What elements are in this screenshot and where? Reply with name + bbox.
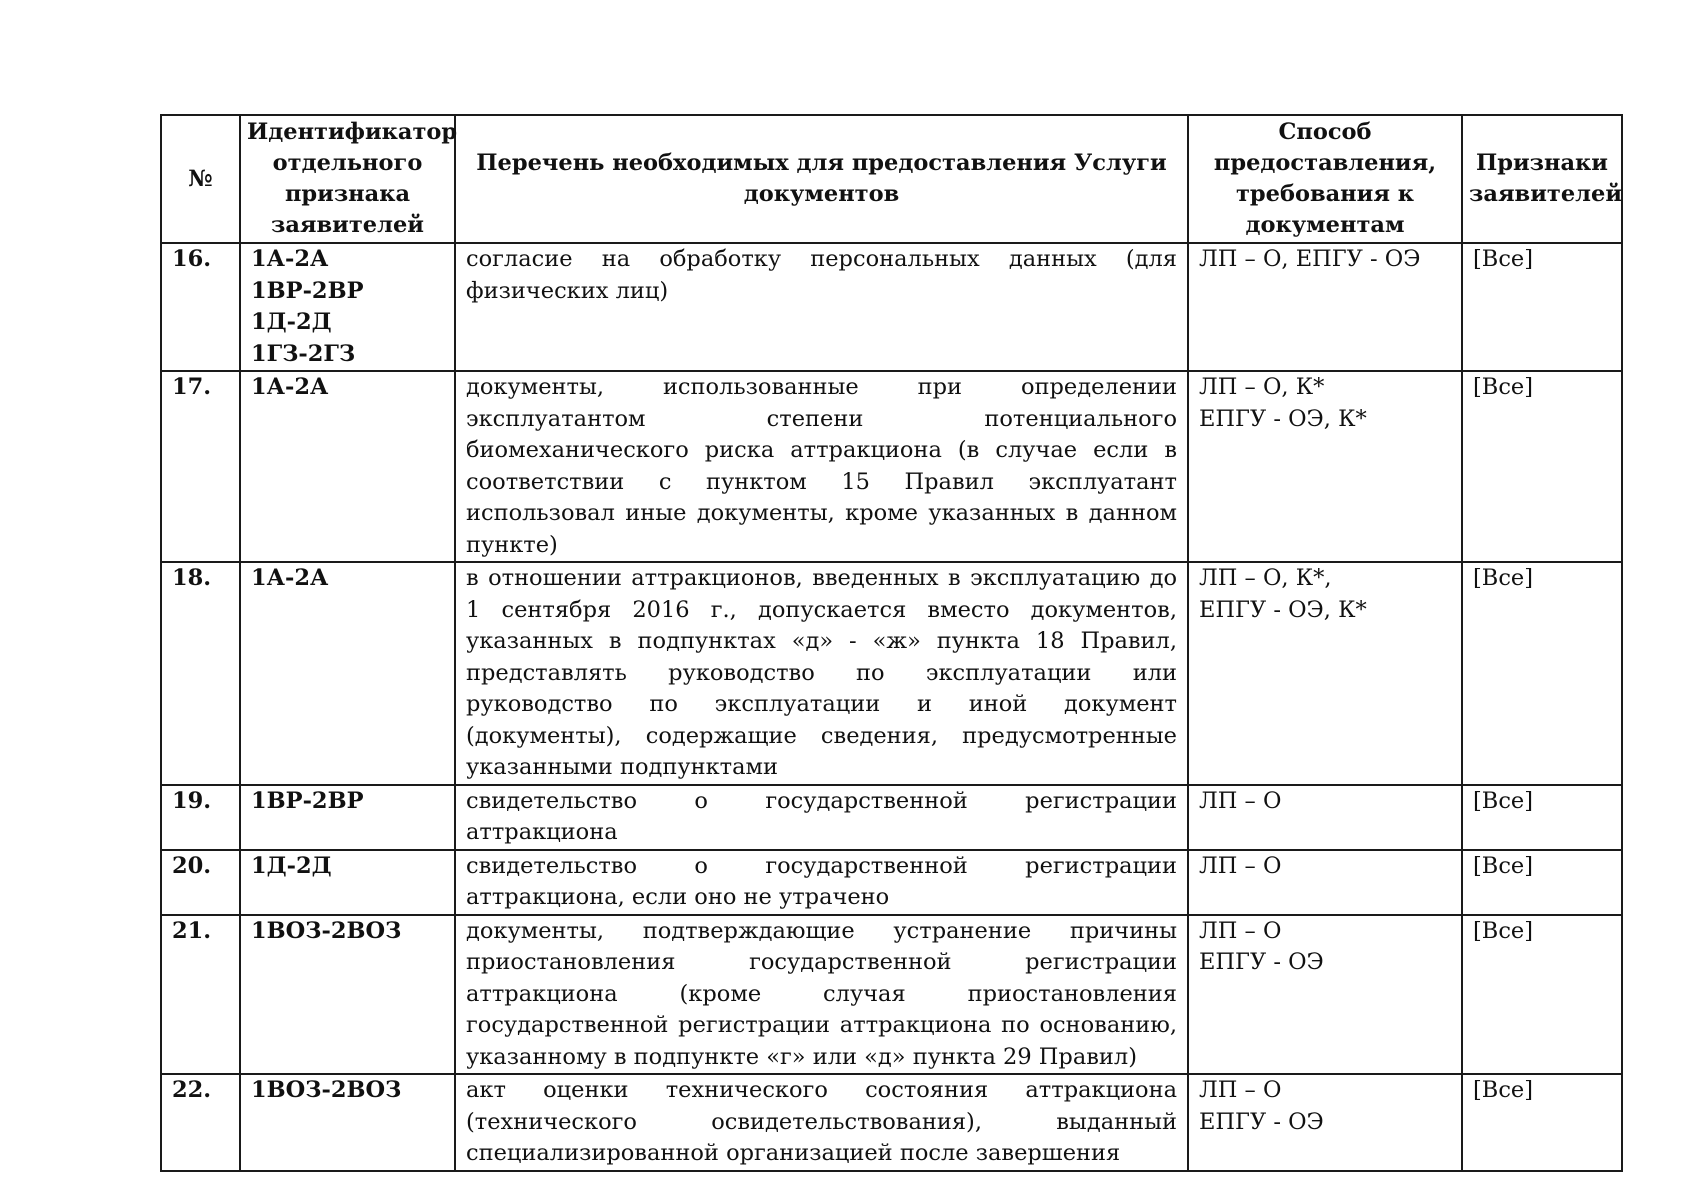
row-number: 20. bbox=[161, 850, 240, 915]
method-line: ЛП – О bbox=[1199, 1077, 1282, 1103]
row-identifiers bbox=[240, 785, 455, 850]
header-method: Способ предоставления, требования к документам bbox=[1188, 115, 1462, 243]
row-documents: документы, подтверждающие устранение причины приостановления государственной регистрации аттракциона (кроме случая приостановления государственной регистрации аттракциона по основанию, указанному в подпункте «г» или «д» пункта 29 Правил) bbox=[455, 915, 1188, 1075]
table-row bbox=[161, 785, 1622, 850]
table-row bbox=[161, 850, 1622, 915]
row-number: 17. bbox=[161, 371, 240, 562]
identifier-code: 1Д-2Д bbox=[251, 852, 332, 879]
header-documents: Перечень необходимых для предоставления Услуги документов bbox=[455, 115, 1188, 243]
row-identifiers bbox=[240, 1074, 455, 1171]
method-line: ЛП – О, К* bbox=[1199, 374, 1325, 400]
row-documents: в отношении аттракционов, введенных в эксплуатацию до 1 сентября 2016 г., допускается вместо документов, указанных в подпунктах «д» - «ж» пункта 18 Правил, представлять руководство по эксплуатации или руководство по эксплуатации и иной документ (документы), содержащие сведения, предусмотренные указанными подпунктами bbox=[455, 562, 1188, 785]
row-identifiers bbox=[240, 371, 455, 562]
row-signs: [Все] bbox=[1462, 562, 1622, 785]
method-line: ЛП – О bbox=[1199, 917, 1282, 944]
row-identifiers bbox=[240, 915, 455, 1075]
row-documents: свидетельство о государственной регистрации аттракциона bbox=[455, 785, 1188, 850]
row-method bbox=[1188, 243, 1462, 371]
row-number: 19. bbox=[161, 785, 240, 850]
table-row bbox=[161, 1074, 1622, 1171]
row-signs: [Все] bbox=[1462, 243, 1622, 371]
method-line: ЛП – О bbox=[1199, 787, 1282, 814]
row-documents: согласие на обработку персональных данных (для физических лиц) bbox=[455, 243, 1188, 371]
row-signs: [Все] bbox=[1462, 1074, 1622, 1171]
table-body bbox=[161, 243, 1622, 1171]
table-row bbox=[161, 371, 1622, 562]
documents-table bbox=[160, 114, 1623, 1172]
identifier-code: 1А-2А bbox=[251, 565, 329, 591]
row-signs: [Все] bbox=[1462, 785, 1622, 850]
table-header-row bbox=[161, 115, 1622, 243]
identifier-code: 1ВР-2ВР bbox=[251, 787, 364, 814]
row-documents: акт оценки технического состояния аттракциона (технического освидетельствования), выданный специализированной организацией после завершения bbox=[455, 1074, 1188, 1171]
identifier-code: 1ВР-2ВР bbox=[251, 277, 364, 304]
method-line: ЕПГУ - ОЭ, К* bbox=[1199, 596, 1367, 623]
row-signs: [Все] bbox=[1462, 915, 1622, 1075]
identifier-code: 1ВОЗ-2ВОЗ bbox=[251, 1077, 402, 1103]
identifier-code: 1Д-2Д bbox=[251, 309, 332, 335]
header-identifier: Идентификатор отдельного признака заявителей bbox=[240, 115, 455, 243]
identifier-code: 1А-2А bbox=[251, 374, 329, 400]
row-identifiers bbox=[240, 562, 455, 785]
row-number: 21. bbox=[161, 915, 240, 1075]
identifier-code: 1ВОЗ-2ВОЗ bbox=[251, 917, 402, 944]
row-method bbox=[1188, 1074, 1462, 1171]
row-number: 16. bbox=[161, 243, 240, 371]
row-method bbox=[1188, 562, 1462, 785]
method-line: ЛП – О, ЕПГУ - ОЭ bbox=[1199, 246, 1421, 272]
row-number: 18. bbox=[161, 562, 240, 785]
row-method bbox=[1188, 915, 1462, 1075]
table-row bbox=[161, 915, 1622, 1075]
method-line: ЕПГУ - ОЭ, К* bbox=[1199, 405, 1367, 432]
row-documents: документы, использованные при определении эксплуатантом степени потенциального биомеханического риска аттракциона (в случае если в соответствии с пунктом 15 Правил эксплуатант использовал иные документы, кроме указанных в данном пункте) bbox=[455, 371, 1188, 562]
identifier-code: 1А-2А bbox=[251, 246, 329, 272]
identifier-code: 1ГЗ-2ГЗ bbox=[251, 340, 356, 367]
row-method bbox=[1188, 850, 1462, 915]
row-method bbox=[1188, 785, 1462, 850]
row-signs: [Все] bbox=[1462, 371, 1622, 562]
method-line: ЛП – О, К*, bbox=[1199, 565, 1332, 591]
row-signs: [Все] bbox=[1462, 850, 1622, 915]
row-identifiers bbox=[240, 850, 455, 915]
row-method bbox=[1188, 371, 1462, 562]
method-line: ЛП – О bbox=[1199, 852, 1282, 879]
header-number: № bbox=[161, 115, 240, 243]
row-identifiers bbox=[240, 243, 455, 371]
row-documents: свидетельство о государственной регистрации аттракциона, если оно не утрачено bbox=[455, 850, 1188, 915]
method-line: ЕПГУ - ОЭ bbox=[1199, 949, 1324, 975]
header-signs: Признаки заявителей bbox=[1462, 115, 1622, 243]
method-line: ЕПГУ - ОЭ bbox=[1199, 1108, 1324, 1135]
row-number: 22. bbox=[161, 1074, 240, 1171]
table-row bbox=[161, 243, 1622, 371]
table-row bbox=[161, 562, 1622, 785]
